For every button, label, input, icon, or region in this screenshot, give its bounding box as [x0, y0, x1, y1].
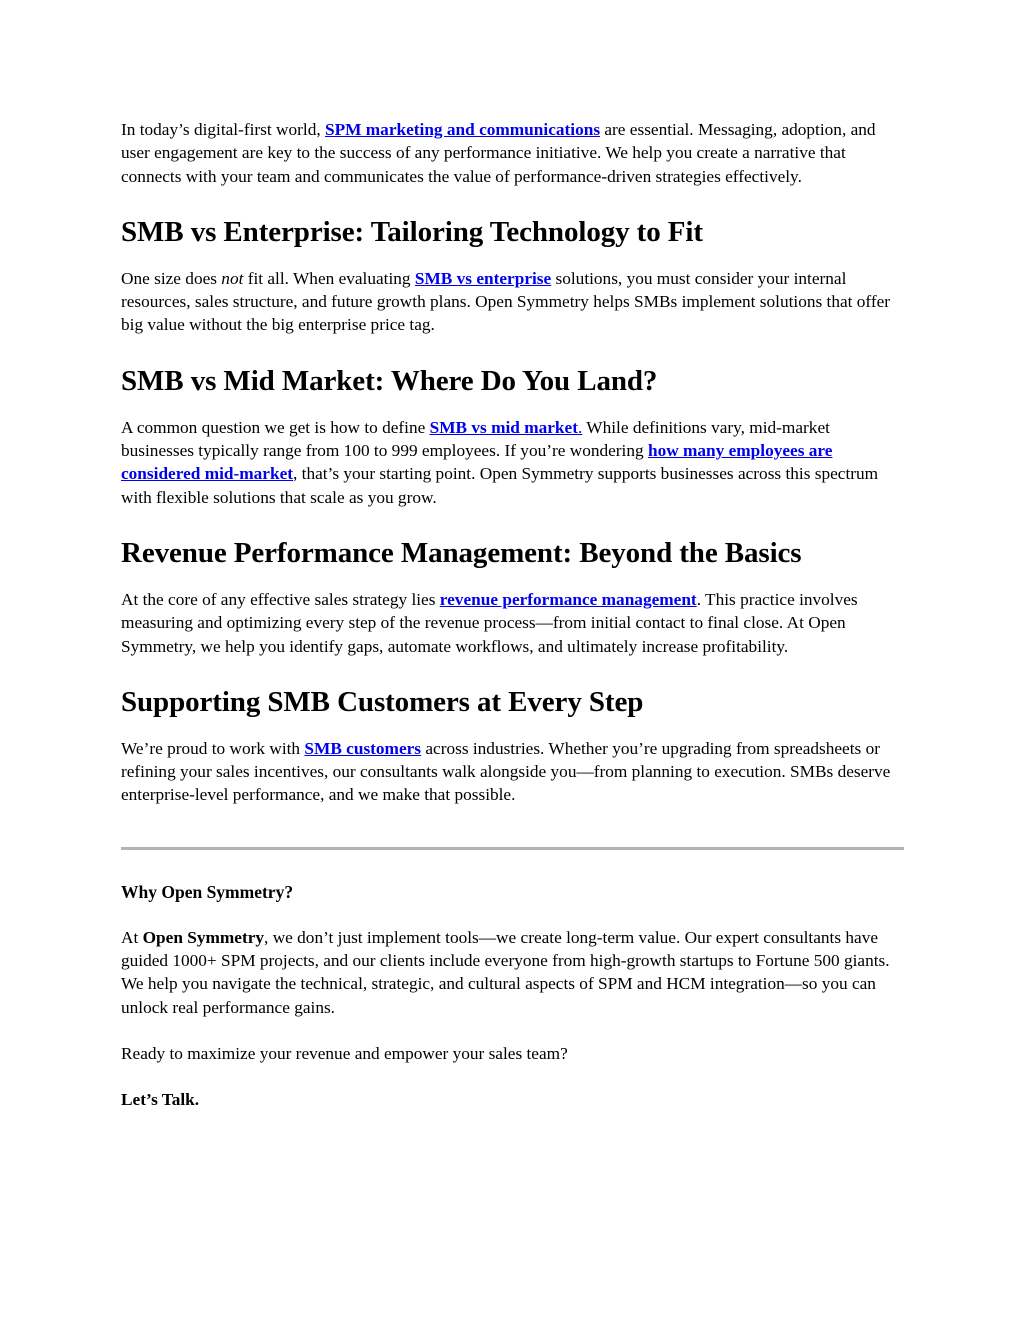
- smb-customers-link[interactable]: SMB customers: [304, 738, 422, 758]
- lets-talk-text: Let’s Talk.: [121, 1090, 200, 1110]
- midmarket-text-mid: While definitions vary, mid-market businesses typically range from 100 to 999 employees. If you’re wondering: [121, 417, 830, 461]
- section-divider: [121, 847, 904, 850]
- midmarket-paragraph: [121, 416, 905, 509]
- midmarket-text-end: , that’s your starting point. Open Symmetry supports businesses across this spectrum with flexible solutions that scale as you grow.: [121, 464, 879, 507]
- heading-why-open-symmetry: Why Open Symmetry?: [121, 881, 294, 902]
- smb-vs-enterprise-link[interactable]: SMB vs enterprise: [414, 268, 552, 288]
- enterprise-text-end: solutions, you must consider your internal resources, sales structure, and future growth plans. Open Symmetry helps SMBs implement solutions that offer big value without the big enterprise price tag.: [121, 268, 891, 335]
- why-text-start: At: [121, 927, 143, 947]
- rpm-paragraph: [121, 588, 905, 658]
- intro-paragraph: [121, 118, 905, 188]
- enterprise-text-mid: fit all. When evaluating: [243, 268, 415, 288]
- customers-text-end: across industries. Whether you’re upgrading from spreadsheets or refining your sales incentives, our consultants walk alongside you—from planning to execution. SMBs deserve enterprise-level performance, and we make that possible.: [121, 738, 891, 805]
- why-paragraph: [121, 926, 905, 1019]
- intro-text-start: In today’s digital-first world,: [121, 120, 325, 139]
- heading-revenue-performance-management: Revenue Performance Management: Beyond the Basics: [121, 536, 802, 569]
- customers-paragraph: [121, 737, 905, 807]
- customers-text-start: We’re proud to work with: [121, 738, 305, 758]
- rpm-text-end: . This practice involves measuring and optimizing every step of the revenue process—from initial contact to final close. At Open Symmetry, we help you identify gaps, automate workflows, and ultimately increase profitability.: [121, 589, 858, 656]
- heading-smb-vs-mid-market: SMB vs Mid Market: Where Do You Land?: [121, 364, 658, 397]
- smb-vs-mid-market-link-period: .: [577, 417, 583, 437]
- revenue-performance-management-link[interactable]: revenue performance management: [439, 589, 697, 609]
- heading-supporting-smb-customers: Supporting SMB Customers at Every Step: [121, 685, 644, 718]
- how-many-employees-link[interactable]: how many employees are considered mid-market: [121, 441, 833, 484]
- smb-vs-mid-market-link-text: SMB vs mid market: [429, 417, 578, 437]
- enterprise-text-start: One size does: [121, 268, 222, 288]
- closing-question: Ready to maximize your revenue and empower your sales team?: [121, 1043, 568, 1063]
- rpm-text-start: At the core of any effective sales strategy lies: [121, 589, 440, 609]
- why-text-end: , we don’t just implement tools—we create long-term value. Our expert consultants have guided 1000+ SPM projects, and our clients include everyone from high-growth startups to Fortune 500 giants. We help you navigate the technical, strategic, and cultural aspects of SPM and HCM integration—so you can unlock real performance gains.: [121, 927, 890, 1017]
- emphasis-not: not: [221, 268, 244, 288]
- open-symmetry-bold: Open Symmetry: [142, 927, 265, 947]
- midmarket-text-start: A common question we get is how to define: [121, 417, 430, 437]
- heading-smb-vs-enterprise: SMB vs Enterprise: Tailoring Technology to Fit: [121, 215, 703, 248]
- enterprise-paragraph: [121, 267, 905, 337]
- document-page: [121, 118, 905, 1112]
- smb-vs-mid-market-link[interactable]: [430, 418, 583, 437]
- intro-text-end: are essential. Messaging, adoption, and user engagement are key to the success of any performance initiative. We help you create a narrative that connects with your team and communicates the value of performance-driven strategies effectively.: [121, 120, 876, 186]
- spm-marketing-link[interactable]: SPM marketing and communications: [324, 120, 601, 139]
